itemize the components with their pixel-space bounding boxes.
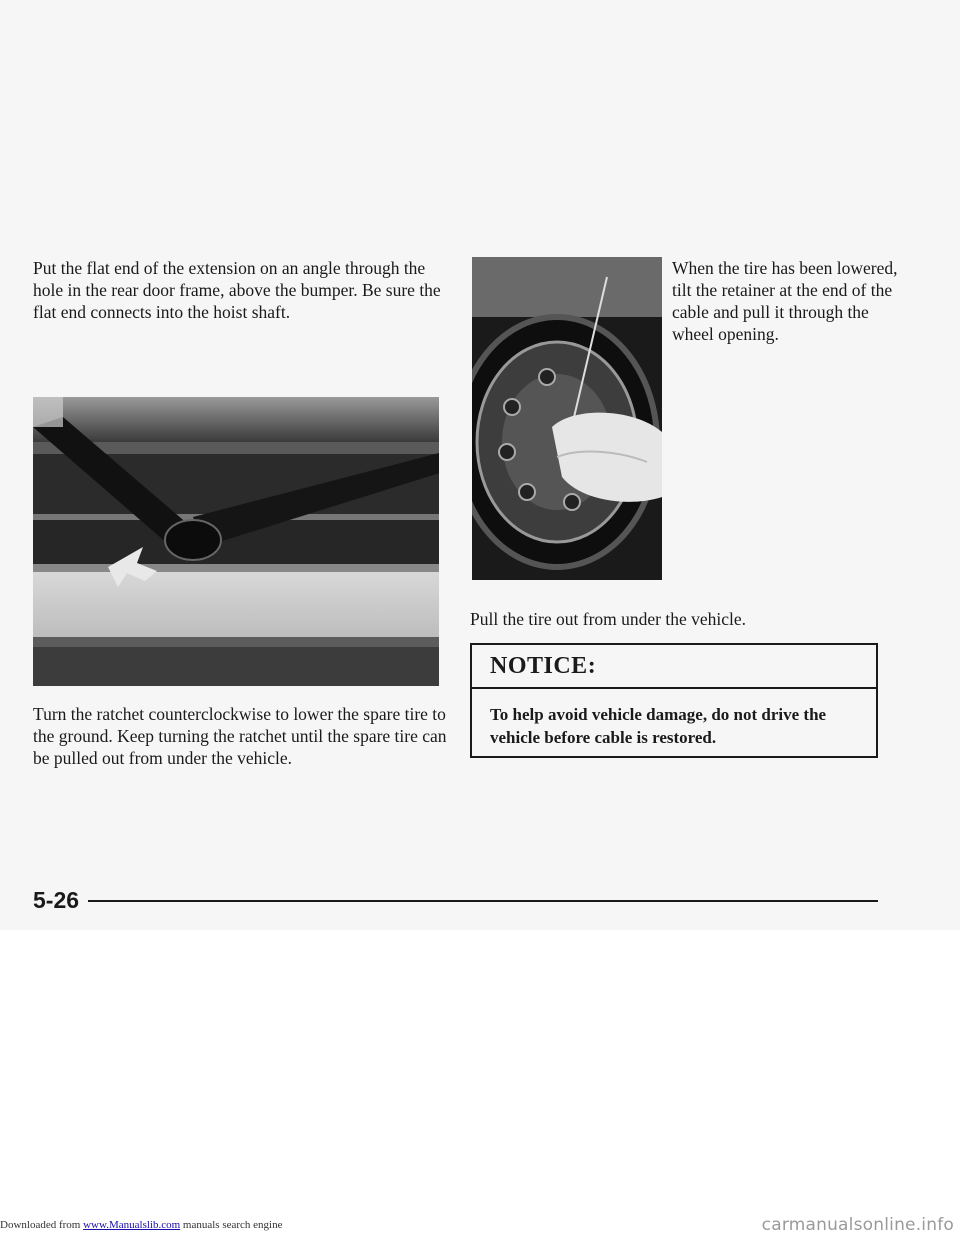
notice-heading: NOTICE: [472,645,876,689]
watermark-prefix: Downloaded from [0,1219,81,1231]
ratchet-extension-photo [33,397,439,686]
page-number: 5-26 [33,887,80,913]
spare-tire-photo [472,257,662,580]
brand-watermark: carmanualsonline.info [761,1215,954,1235]
extension-instruction: Put the flat end of the extension on an angle through the hole in the rear door frame, above the bumper. Be sure the flat end connects into the hoist shaft. [33,258,441,322]
ratchet-instruction: Turn the ratchet counterclockwise to lower the spare tire to the ground. Keep turning the ratchet until the spare tire can be pulled out from under the vehicle. [33,704,447,768]
retainer-instruction: When the tire has been lowered, tilt the retainer at the end of the cable and pull it through the wheel opening. [672,258,898,344]
notice-box [470,643,878,758]
watermark-suffix: manuals search engine [182,1219,283,1231]
pull-tire-instruction: Pull the tire out from under the vehicle. [470,609,747,629]
manualslib-link[interactable]: www.Manualslib.com [83,1219,181,1231]
notice-body: To help avoid vehicle damage, do not drive the vehicle before cable is restored. [490,705,827,747]
footer-rule [88,900,878,902]
watermark-source [0,1219,282,1231]
